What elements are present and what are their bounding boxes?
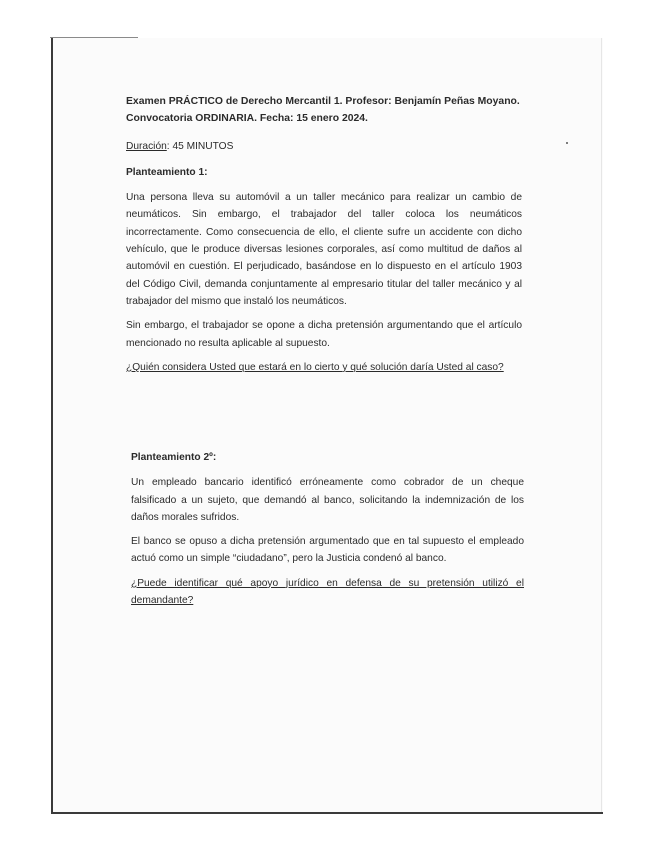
duration-label: Duración <box>126 140 167 152</box>
duration-value: : 45 MINUTOS <box>166 140 234 152</box>
case-2-heading: Planteamiento 2º: <box>131 452 217 463</box>
case-2-paragraph-2: El banco se opuso a dicha pretensión argumentado que en tal supuesto el empleado actuó como un simple “ciudadano”, pero la Justicia condenó al banco. <box>131 536 524 565</box>
exam-title-line-1: Examen PRÁCTICO de Derecho Mercantil 1. Profesor: Benjamín Peñas Moyano. <box>126 96 520 107</box>
case-1-paragraph-2: Sin embargo, el trabajador se opone a dicha pretensión argumentando que el artículo mencionado no resulta aplicable al supuesto. <box>126 320 522 349</box>
case-1-paragraph-1: Una persona lleva su automóvil a un taller mecánico para realizar un cambio de neumáticos. Sin embargo, el trabajador del taller coloca los neumáticos incorrectamente. Como consecuencia de ello, el cliente sufre un accidente con dicho vehículo, que le produce diversas lesiones corporales, así como multitud de daños al automóvil en cuestión. El perjudicado, basándose en lo dispuesto en el artículo 1903 del Código Civil, demanda conjuntamente al empresario titular del taller mecánico y al trabajador del mismo que instaló los neumáticos. <box>126 192 522 307</box>
scan-speck <box>566 142 568 144</box>
exam-header-and-case-1 <box>126 93 522 376</box>
page-edge <box>601 38 602 812</box>
case-1-heading: Planteamiento 1: <box>126 166 208 178</box>
case-2-question: ¿Puede identificar qué apoyo jurídico en defensa de su pretensión utilizó el demandante? <box>131 577 524 607</box>
exam-title-line-2: Convocatoria ORDINARIA. Fecha: 15 enero 2024. <box>126 113 368 125</box>
case-2-section <box>131 449 524 609</box>
exam-title <box>126 93 522 128</box>
case-1-question: ¿Quién considera Usted que estará en lo cierto y qué solución daría Usted al caso? <box>126 361 504 373</box>
case-2-paragraph-1: Un empleado bancario identificó erróneamente como cobrador de un cheque falsificado a un sujeto, que demandó al banco, solicitando la indemnización de los daños morales sufridos. <box>131 477 524 523</box>
exam-duration <box>126 138 522 155</box>
